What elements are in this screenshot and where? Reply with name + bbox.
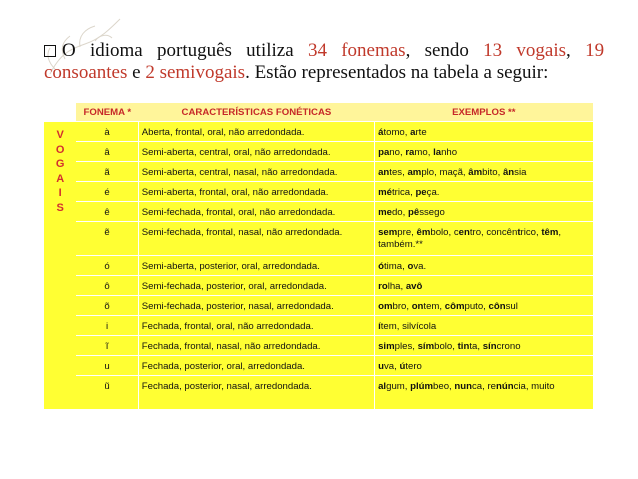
example-segment: al <box>378 381 387 392</box>
example-segment: , também.** <box>378 227 562 250</box>
intro-text-3: , <box>566 40 571 61</box>
example-segment: nún <box>495 381 514 392</box>
example-segment: on <box>411 301 424 312</box>
intro-text-4: e <box>132 62 141 83</box>
example-segment: la <box>433 147 442 158</box>
cell-fonema: â <box>76 142 138 162</box>
side-letter: I <box>58 187 62 199</box>
table-body <box>44 122 593 409</box>
intro-paragraph <box>44 40 604 84</box>
example-segment: tin <box>457 341 470 352</box>
side-letter: O <box>55 143 65 156</box>
cell-fonema: à <box>76 122 138 142</box>
example-segment: plo, maçã, <box>421 167 469 178</box>
table-row <box>44 256 593 276</box>
cell-caracteristicas: Semi-aberta, posterior, oral, arredondada. <box>138 256 374 276</box>
example-segment: a <box>410 127 416 138</box>
example-segment: ân <box>502 167 515 178</box>
highlight-vogais: 13 vogais <box>483 40 567 61</box>
example-segment: á <box>378 127 384 138</box>
cell-exemplos <box>375 142 593 162</box>
cell-caracteristicas: Fechada, frontal, oral, não arredondada. <box>138 316 374 336</box>
example-segment: am <box>407 167 422 178</box>
example-segment: an <box>378 167 390 178</box>
intro-text-1: O idioma português utiliza <box>62 40 294 61</box>
example-segment: lha, <box>387 281 406 292</box>
example-segment: mo, <box>414 147 434 158</box>
cell-exemplos <box>375 296 593 316</box>
example-segment: tes, <box>389 167 408 178</box>
example-segment: puto, <box>464 301 489 312</box>
cell-fonema: ẽ <box>76 222 138 256</box>
example-segment: tero <box>405 361 422 372</box>
cell-exemplos <box>375 202 593 222</box>
example-segment: pre, <box>397 227 417 238</box>
example-segment: va. <box>413 261 427 272</box>
cell-caracteristicas: Fechada, posterior, oral, arredondada. <box>138 356 374 376</box>
cell-fonema: ó <box>76 256 138 276</box>
phoneme-table-container <box>44 103 593 409</box>
example-segment: pê <box>407 207 420 218</box>
cell-exemplos <box>375 276 593 296</box>
example-segment: bito, <box>482 167 503 178</box>
table-row <box>44 316 593 336</box>
example-segment: í <box>378 321 381 332</box>
cell-fonema: ê <box>76 202 138 222</box>
side-letter: G <box>55 158 65 170</box>
cell-fonema: ũ <box>76 376 138 409</box>
example-segment: do, <box>391 207 408 218</box>
cell-exemplos <box>375 356 593 376</box>
cell-exemplos <box>375 316 593 336</box>
example-segment: ca, re <box>471 381 496 392</box>
cell-exemplos <box>375 122 593 142</box>
highlight-fonemas: 34 fonemas <box>307 40 406 61</box>
example-segment: sim <box>378 341 395 352</box>
example-segment: , <box>404 381 411 392</box>
example-segment: o <box>407 261 414 272</box>
side-letter: S <box>56 201 64 214</box>
phoneme-table <box>44 103 593 409</box>
table-row <box>44 376 593 409</box>
example-segment: t <box>517 227 521 238</box>
header-spacer <box>44 103 76 122</box>
table-row <box>44 142 593 162</box>
example-segment: âm <box>468 167 483 178</box>
table-row <box>44 276 593 296</box>
example-segment: nun <box>454 381 472 392</box>
example-segment: ra <box>405 147 415 158</box>
example-segment: tem, silvícola <box>380 321 437 332</box>
example-segment: en <box>458 227 470 238</box>
example-segment: tima, <box>383 261 408 272</box>
cell-caracteristicas: Semi-fechada, posterior, nasal, arredondada. <box>138 296 374 316</box>
example-segment: tro, concên <box>469 227 518 238</box>
example-segment: ú <box>399 361 406 372</box>
example-segment: sín <box>482 341 497 352</box>
example-segment: rte <box>415 127 427 138</box>
table-header-row <box>44 103 593 122</box>
cell-caracteristicas: Fechada, frontal, nasal, não arredondada. <box>138 336 374 356</box>
cell-fonema: ã <box>76 162 138 182</box>
example-segment: pa <box>378 147 390 158</box>
example-segment: tomo, <box>383 127 411 138</box>
example-segment: plúm <box>410 381 434 392</box>
example-segment: gum <box>386 381 405 392</box>
example-segment: têm <box>541 227 559 238</box>
side-letter: V <box>56 129 64 141</box>
example-segment: tem, <box>423 301 445 312</box>
example-segment: pe <box>415 187 427 198</box>
example-segment: ça. <box>426 187 440 198</box>
cell-exemplos <box>375 182 593 202</box>
highlight-semivogais: 2 semivogais <box>145 62 246 83</box>
cell-exemplos <box>375 336 593 356</box>
example-segment: ó <box>378 261 384 272</box>
table-row <box>44 122 593 142</box>
example-segment: êm <box>416 227 431 238</box>
table-row <box>44 356 593 376</box>
example-segment: avô <box>405 281 423 292</box>
side-letter: A <box>56 172 65 185</box>
header-fonema: FONEMA * <box>76 103 138 122</box>
cell-caracteristicas: Fechada, posterior, nasal, arredondada. <box>138 376 374 409</box>
example-segment: sia <box>514 167 527 178</box>
cell-fonema: ĩ <box>76 336 138 356</box>
cell-fonema: õ <box>76 296 138 316</box>
highlight-consoantes: 19 consoantes <box>44 40 605 83</box>
example-segment: ta, <box>469 341 483 352</box>
cell-fonema: u <box>76 356 138 376</box>
example-segment: va, <box>383 361 400 372</box>
example-segment: sul <box>505 301 518 312</box>
example-segment: om <box>378 301 393 312</box>
cell-exemplos <box>375 222 593 256</box>
example-segment: bro, <box>392 301 412 312</box>
cell-exemplos <box>375 162 593 182</box>
table-row <box>44 222 593 256</box>
cell-fonema: é <box>76 182 138 202</box>
cell-caracteristicas: Semi-aberta, central, oral, não arredondada. <box>138 142 374 162</box>
example-segment: me <box>378 207 392 218</box>
table-row <box>44 162 593 182</box>
example-segment: sem <box>378 227 398 238</box>
table-row <box>44 202 593 222</box>
table-row <box>44 336 593 356</box>
cell-caracteristicas: Semi-fechada, frontal, nasal, não arredondada. <box>138 222 374 256</box>
intro-text-5: . Estão representados na tabela a seguir: <box>245 62 549 83</box>
example-segment: cia, muito <box>513 381 555 392</box>
cell-caracteristicas: Semi-fechada, posterior, oral, arredondada. <box>138 276 374 296</box>
example-segment: côn <box>488 301 506 312</box>
example-segment: côm <box>444 301 465 312</box>
intro-text-2: , sendo <box>405 40 469 61</box>
example-segment: bolo, <box>434 341 458 352</box>
example-segment: no, <box>389 147 406 158</box>
example-segment: trica, <box>391 187 416 198</box>
example-segment: bolo, c <box>430 227 459 238</box>
cell-caracteristicas: Semi-fechada, frontal, oral, não arredondada. <box>138 202 374 222</box>
header-caracteristicas: CARACTERÍSTICAS FONÉTICAS <box>138 103 374 122</box>
cell-caracteristicas: Aberta, frontal, oral, não arredondada. <box>138 122 374 142</box>
example-segment: beo, <box>433 381 455 392</box>
example-segment: ro <box>378 281 388 292</box>
example-segment: sím <box>417 341 435 352</box>
cell-exemplos <box>375 376 593 409</box>
example-segment: crono <box>496 341 521 352</box>
cell-fonema: i <box>76 316 138 336</box>
example-segment: ples, <box>394 341 418 352</box>
example-segment: ssego <box>419 207 445 218</box>
cell-caracteristicas: Semi-aberta, central, nasal, não arredondada. <box>138 162 374 182</box>
example-segment: mé <box>378 187 392 198</box>
cell-fonema: ô <box>76 276 138 296</box>
header-exemplos: EXEMPLOS ** <box>375 103 593 122</box>
example-segment: u <box>378 361 384 372</box>
vogais-side-label <box>44 122 76 409</box>
table-row <box>44 296 593 316</box>
example-segment: rico, <box>520 227 542 238</box>
checkbox-bullet-icon <box>44 45 56 57</box>
example-segment: nho <box>441 147 458 158</box>
cell-exemplos <box>375 256 593 276</box>
cell-caracteristicas: Semi-aberta, frontal, oral, não arredondada. <box>138 182 374 202</box>
table-row <box>44 182 593 202</box>
